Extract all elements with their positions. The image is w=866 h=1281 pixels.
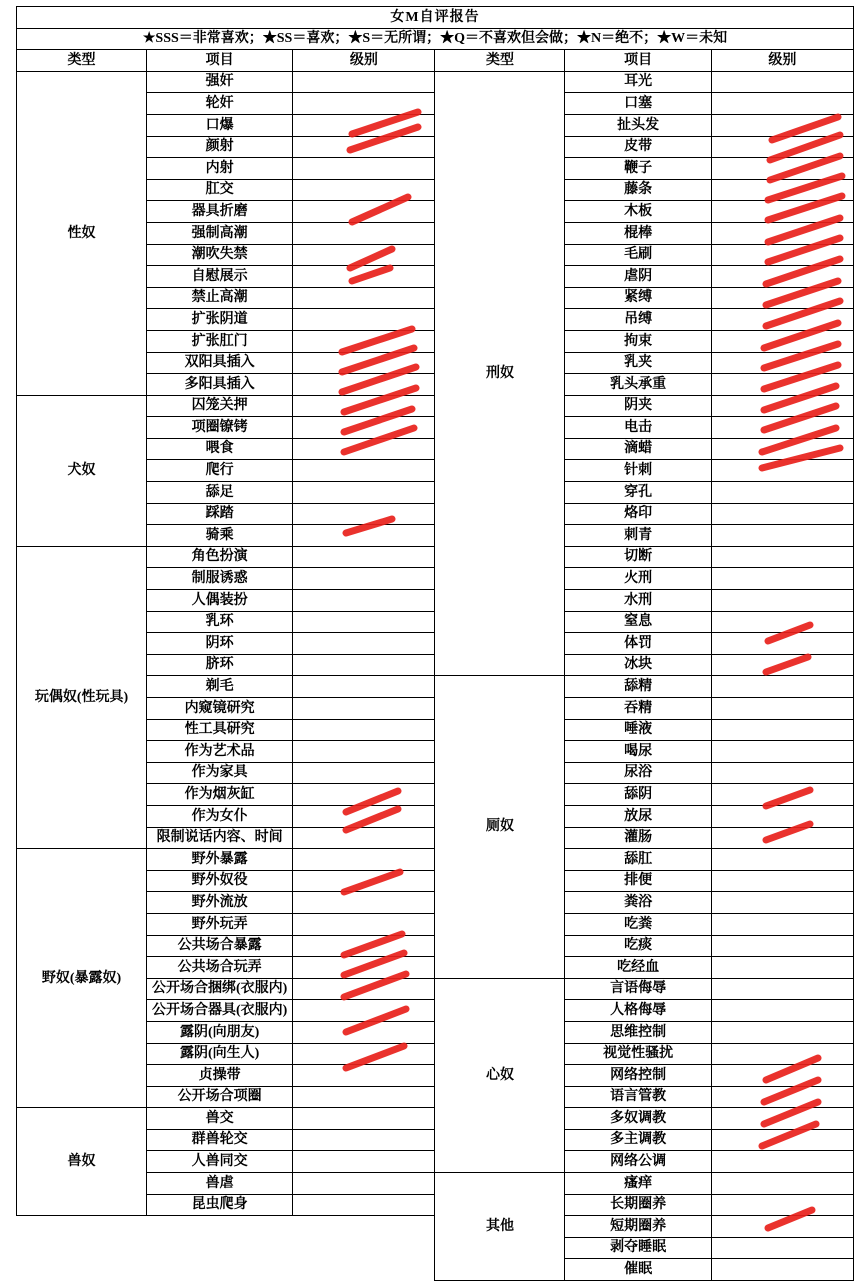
- item-cell: 电击: [565, 417, 711, 439]
- item-cell: 人偶装扮: [147, 590, 293, 612]
- item-cell: 作为烟灰缸: [147, 784, 293, 806]
- level-cell[interactable]: [293, 222, 435, 244]
- category-cell: 野奴(暴露奴): [17, 849, 147, 1108]
- level-cell[interactable]: [711, 222, 853, 244]
- level-cell[interactable]: [711, 1194, 853, 1216]
- item-cell: 唾液: [565, 719, 711, 741]
- item-cell: 虐阴: [565, 266, 711, 288]
- item-cell: 舔肛: [565, 849, 711, 871]
- level-cell[interactable]: [711, 114, 853, 136]
- level-cell[interactable]: [293, 957, 435, 979]
- item-cell: 烙印: [565, 503, 711, 525]
- item-cell: 剃毛: [147, 676, 293, 698]
- item-cell: 公开场合捆绑(衣服内): [147, 978, 293, 1000]
- level-cell[interactable]: [293, 438, 435, 460]
- item-cell: 木板: [565, 201, 711, 223]
- category-cell: 犬奴: [17, 395, 147, 546]
- item-cell: 棍棒: [565, 222, 711, 244]
- level-cell[interactable]: [293, 1000, 435, 1022]
- level-cell[interactable]: [711, 244, 853, 266]
- item-cell: 网络公调: [565, 1151, 711, 1173]
- category-cell: 其他: [435, 1173, 565, 1281]
- level-cell[interactable]: [711, 805, 853, 827]
- item-cell: 骑乘: [147, 525, 293, 547]
- level-cell[interactable]: [711, 957, 853, 979]
- level-cell[interactable]: [293, 719, 435, 741]
- level-cell[interactable]: [293, 1021, 435, 1043]
- level-cell[interactable]: [293, 395, 435, 417]
- level-cell[interactable]: [711, 330, 853, 352]
- item-cell: 切断: [565, 546, 711, 568]
- item-cell: 野外玩弄: [147, 913, 293, 935]
- item-cell: 皮带: [565, 136, 711, 158]
- header-item-right: 项目: [565, 50, 711, 72]
- level-cell[interactable]: [711, 1237, 853, 1259]
- level-cell[interactable]: [711, 546, 853, 568]
- level-cell[interactable]: [711, 417, 853, 439]
- title-row: [17, 7, 854, 29]
- level-cell[interactable]: [293, 417, 435, 439]
- level-cell[interactable]: [711, 762, 853, 784]
- item-cell: 视觉性骚扰: [565, 1043, 711, 1065]
- item-cell: 吊缚: [565, 309, 711, 331]
- level-cell[interactable]: [711, 978, 853, 1000]
- header-row: [17, 50, 854, 72]
- item-cell: 火刑: [565, 568, 711, 590]
- item-cell: 作为家具: [147, 762, 293, 784]
- item-cell: 乳环: [147, 611, 293, 633]
- level-cell[interactable]: [711, 741, 853, 763]
- item-cell: 肛交: [147, 179, 293, 201]
- level-cell[interactable]: [711, 460, 853, 482]
- item-cell: 滴蜡: [565, 438, 711, 460]
- level-cell[interactable]: [293, 935, 435, 957]
- level-cell[interactable]: [711, 827, 853, 849]
- level-cell[interactable]: [293, 1108, 435, 1130]
- item-cell: 鞭子: [565, 158, 711, 180]
- level-cell[interactable]: [293, 352, 435, 374]
- level-cell[interactable]: [711, 1065, 853, 1087]
- report-table: [16, 6, 854, 1281]
- item-cell: 野外流放: [147, 892, 293, 914]
- item-cell: 舔阴: [565, 784, 711, 806]
- legend-row: [17, 28, 854, 50]
- item-cell: 强奸: [147, 71, 293, 93]
- level-cell[interactable]: [293, 1043, 435, 1065]
- level-cell[interactable]: [711, 849, 853, 871]
- level-cell[interactable]: [293, 892, 435, 914]
- item-cell: 吃经血: [565, 957, 711, 979]
- item-cell: 公开场合项圈: [147, 1086, 293, 1108]
- item-cell: 公共场合暴露: [147, 935, 293, 957]
- level-cell[interactable]: [293, 546, 435, 568]
- level-cell[interactable]: [711, 611, 853, 633]
- level-cell[interactable]: [293, 71, 435, 93]
- item-cell: 舔精: [565, 676, 711, 698]
- level-cell[interactable]: [711, 1000, 853, 1022]
- level-cell[interactable]: [711, 482, 853, 504]
- level-cell[interactable]: [711, 676, 853, 698]
- page-title: 女M自评报告: [17, 7, 854, 29]
- level-cell[interactable]: [293, 482, 435, 504]
- item-cell: 扯头发: [565, 114, 711, 136]
- table-body: [17, 71, 854, 1280]
- level-cell[interactable]: [293, 136, 435, 158]
- level-cell[interactable]: [293, 805, 435, 827]
- item-cell: 人兽同交: [147, 1151, 293, 1173]
- item-cell: 囚笼关押: [147, 395, 293, 417]
- item-cell: 多奴调教: [565, 1108, 711, 1130]
- category-cell: 心奴: [435, 978, 565, 1172]
- item-cell: 水刑: [565, 590, 711, 612]
- item-cell: 舔足: [147, 482, 293, 504]
- level-cell[interactable]: [293, 244, 435, 266]
- item-cell: 喂食: [147, 438, 293, 460]
- level-cell[interactable]: [293, 201, 435, 223]
- level-cell[interactable]: [711, 568, 853, 590]
- item-cell: 尿浴: [565, 762, 711, 784]
- level-cell[interactable]: [711, 784, 853, 806]
- legend-text: ★SSS＝非常喜欢；★SS＝喜欢；★S＝无所谓；★Q＝不喜欢但会做；★N＝绝不；★W＝未知: [17, 28, 854, 50]
- item-cell: 踩踏: [147, 503, 293, 525]
- item-cell: 群兽轮交: [147, 1129, 293, 1151]
- level-cell[interactable]: [711, 1129, 853, 1151]
- level-cell[interactable]: [711, 136, 853, 158]
- level-cell[interactable]: [293, 287, 435, 309]
- level-cell[interactable]: [711, 201, 853, 223]
- level-cell[interactable]: [293, 762, 435, 784]
- item-cell: 思维控制: [565, 1021, 711, 1043]
- item-cell: 长期圈养: [565, 1194, 711, 1216]
- level-cell[interactable]: [293, 266, 435, 288]
- item-cell: 性工具研究: [147, 719, 293, 741]
- item-cell: 穿孔: [565, 482, 711, 504]
- item-cell: 针刺: [565, 460, 711, 482]
- level-cell[interactable]: [711, 590, 853, 612]
- level-cell[interactable]: [711, 71, 853, 93]
- empty-cell: [17, 1216, 435, 1238]
- level-cell[interactable]: [711, 395, 853, 417]
- item-cell: 言语侮辱: [565, 978, 711, 1000]
- item-cell: 轮奸: [147, 93, 293, 115]
- item-cell: 体罚: [565, 633, 711, 655]
- empty-cell: [17, 1237, 435, 1259]
- item-cell: 语言管教: [565, 1086, 711, 1108]
- item-cell: 兽交: [147, 1108, 293, 1130]
- level-cell[interactable]: [293, 654, 435, 676]
- header-item-left: 项目: [147, 50, 293, 72]
- level-cell[interactable]: [293, 114, 435, 136]
- level-cell[interactable]: [293, 611, 435, 633]
- item-cell: 潮吹失禁: [147, 244, 293, 266]
- item-cell: 限制说话内容、时间: [147, 827, 293, 849]
- category-cell: 厕奴: [435, 676, 565, 978]
- level-cell[interactable]: [293, 330, 435, 352]
- item-cell: 脐环: [147, 654, 293, 676]
- level-cell[interactable]: [711, 1151, 853, 1173]
- item-cell: 强制高潮: [147, 222, 293, 244]
- item-cell: 催眠: [565, 1259, 711, 1281]
- level-cell[interactable]: [293, 870, 435, 892]
- item-cell: 乳头承重: [565, 374, 711, 396]
- level-cell[interactable]: [293, 1129, 435, 1151]
- item-cell: 网络控制: [565, 1065, 711, 1087]
- item-cell: 吃粪: [565, 913, 711, 935]
- header-type-right: 类型: [435, 50, 565, 72]
- level-cell[interactable]: [293, 849, 435, 871]
- item-cell: 公共场合玩弄: [147, 957, 293, 979]
- level-cell[interactable]: [711, 179, 853, 201]
- level-cell[interactable]: [293, 309, 435, 331]
- category-cell: 刑奴: [435, 71, 565, 676]
- item-cell: 作为艺术品: [147, 741, 293, 763]
- level-cell[interactable]: [293, 568, 435, 590]
- item-cell: 禁止高潮: [147, 287, 293, 309]
- level-cell[interactable]: [711, 654, 853, 676]
- item-cell: 扩张阴道: [147, 309, 293, 331]
- item-cell: 剥夺睡眠: [565, 1237, 711, 1259]
- level-cell[interactable]: [293, 1151, 435, 1173]
- category-cell: 性奴: [17, 71, 147, 395]
- item-cell: 野外奴役: [147, 870, 293, 892]
- item-cell: 口爆: [147, 114, 293, 136]
- level-cell[interactable]: [711, 1108, 853, 1130]
- level-cell[interactable]: [293, 93, 435, 115]
- item-cell: 灌肠: [565, 827, 711, 849]
- item-cell: 兽虐: [147, 1173, 293, 1195]
- item-cell: 内窥镜研究: [147, 698, 293, 720]
- item-cell: 露阴(向生人): [147, 1043, 293, 1065]
- item-cell: 阴环: [147, 633, 293, 655]
- item-cell: 藤条: [565, 179, 711, 201]
- level-cell[interactable]: [293, 179, 435, 201]
- item-cell: 放尿: [565, 805, 711, 827]
- level-cell[interactable]: [711, 892, 853, 914]
- header-type-left: 类型: [17, 50, 147, 72]
- level-cell[interactable]: [711, 374, 853, 396]
- level-cell[interactable]: [711, 158, 853, 180]
- level-cell[interactable]: [711, 266, 853, 288]
- level-cell[interactable]: [711, 525, 853, 547]
- item-cell: 刺青: [565, 525, 711, 547]
- item-cell: 毛刷: [565, 244, 711, 266]
- item-cell: 短期圈养: [565, 1216, 711, 1238]
- category-cell: 兽奴: [17, 1108, 147, 1216]
- empty-cell: [17, 1259, 435, 1281]
- item-cell: 双阳具插入: [147, 352, 293, 374]
- level-cell[interactable]: [711, 1086, 853, 1108]
- level-cell[interactable]: [711, 287, 853, 309]
- item-cell: 扩张肛门: [147, 330, 293, 352]
- level-cell[interactable]: [711, 719, 853, 741]
- item-cell: 角色扮演: [147, 546, 293, 568]
- item-cell: 拘束: [565, 330, 711, 352]
- item-cell: 瘙痒: [565, 1173, 711, 1195]
- item-cell: 内射: [147, 158, 293, 180]
- level-cell[interactable]: [711, 93, 853, 115]
- level-cell[interactable]: [293, 741, 435, 763]
- level-cell[interactable]: [711, 913, 853, 935]
- level-cell[interactable]: [293, 590, 435, 612]
- level-cell[interactable]: [293, 1065, 435, 1087]
- category-cell: 玩偶奴(性玩具): [17, 546, 147, 848]
- item-cell: 贞操带: [147, 1065, 293, 1087]
- level-cell[interactable]: [293, 698, 435, 720]
- item-cell: 窒息: [565, 611, 711, 633]
- item-cell: 多主调教: [565, 1129, 711, 1151]
- item-cell: 作为女仆: [147, 805, 293, 827]
- item-cell: 乳夹: [565, 352, 711, 374]
- item-cell: 野外暴露: [147, 849, 293, 871]
- level-cell[interactable]: [711, 1259, 853, 1281]
- level-cell[interactable]: [711, 352, 853, 374]
- item-cell: 喝尿: [565, 741, 711, 763]
- level-cell[interactable]: [711, 1216, 853, 1238]
- item-cell: 多阳具插入: [147, 374, 293, 396]
- level-cell[interactable]: [293, 913, 435, 935]
- item-cell: 爬行: [147, 460, 293, 482]
- level-cell[interactable]: [293, 978, 435, 1000]
- level-cell[interactable]: [293, 1194, 435, 1216]
- header-level-left: 级别: [293, 50, 435, 72]
- item-cell: 项圈镣铐: [147, 417, 293, 439]
- level-cell[interactable]: [293, 676, 435, 698]
- level-cell[interactable]: [711, 1043, 853, 1065]
- level-cell[interactable]: [293, 158, 435, 180]
- level-cell[interactable]: [711, 633, 853, 655]
- item-cell: 耳光: [565, 71, 711, 93]
- item-cell: 吞精: [565, 698, 711, 720]
- item-cell: 自慰展示: [147, 266, 293, 288]
- item-cell: 露阴(向朋友): [147, 1021, 293, 1043]
- level-cell[interactable]: [293, 1086, 435, 1108]
- item-cell: 口塞: [565, 93, 711, 115]
- item-cell: 颜射: [147, 136, 293, 158]
- table-row: [17, 71, 854, 93]
- header-level-right: 级别: [711, 50, 853, 72]
- level-cell[interactable]: [711, 1173, 853, 1195]
- level-cell[interactable]: [293, 460, 435, 482]
- item-cell: 粪浴: [565, 892, 711, 914]
- level-cell[interactable]: [711, 503, 853, 525]
- item-cell: 昆虫爬身: [147, 1194, 293, 1216]
- item-cell: 人格侮辱: [565, 1000, 711, 1022]
- level-cell[interactable]: [293, 503, 435, 525]
- item-cell: 冰块: [565, 654, 711, 676]
- level-cell[interactable]: [293, 633, 435, 655]
- level-cell[interactable]: [293, 784, 435, 806]
- level-cell[interactable]: [711, 935, 853, 957]
- level-cell[interactable]: [293, 374, 435, 396]
- level-cell[interactable]: [293, 525, 435, 547]
- item-cell: 紧缚: [565, 287, 711, 309]
- level-cell[interactable]: [711, 438, 853, 460]
- item-cell: 器具折磨: [147, 201, 293, 223]
- level-cell[interactable]: [711, 1021, 853, 1043]
- item-cell: 公开场合器具(衣服内): [147, 1000, 293, 1022]
- level-cell[interactable]: [711, 870, 853, 892]
- level-cell[interactable]: [293, 1173, 435, 1195]
- level-cell[interactable]: [293, 827, 435, 849]
- item-cell: 排便: [565, 870, 711, 892]
- item-cell: 制服诱惑: [147, 568, 293, 590]
- item-cell: 吃痰: [565, 935, 711, 957]
- level-cell[interactable]: [711, 698, 853, 720]
- item-cell: 阴夹: [565, 395, 711, 417]
- level-cell[interactable]: [711, 309, 853, 331]
